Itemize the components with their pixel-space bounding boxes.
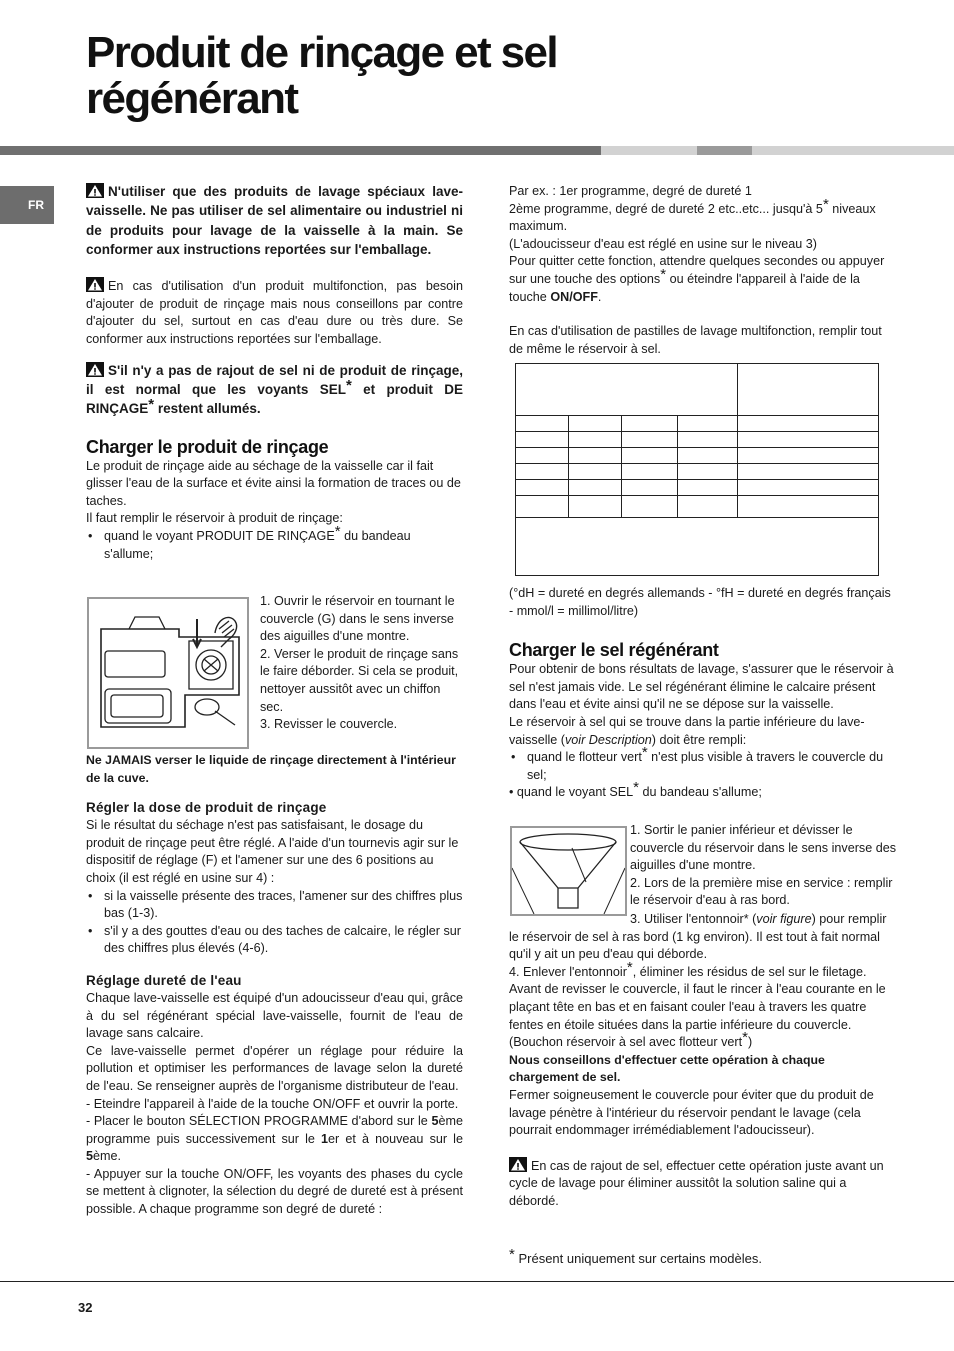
hardness-p4: - Placer le bouton SÉLECTION PROGRAMME d'abord sur le 5ème programme puis successivement sur le 1er et à nouveau sur le 5ème. bbox=[86, 1114, 463, 1164]
page-number: 32 bbox=[78, 1300, 93, 1315]
salt-bullet-2: • quand le voyant SEL* du bandeau s'allume; bbox=[509, 779, 762, 800]
table-cell bbox=[738, 464, 879, 480]
page-title-line2: régénérant bbox=[86, 74, 298, 123]
warning-triangle-icon bbox=[509, 1157, 527, 1172]
section-heading-dose: Régler la dose de produit de rinçage bbox=[86, 800, 327, 816]
rinse-step-3: 3. Revisser le couvercle. bbox=[260, 717, 398, 732]
table-cell bbox=[678, 464, 738, 480]
hardness-p3: - Eteindre l'appareil à l'aide de la touche ON/OFF et ouvrir la porte. bbox=[86, 1096, 459, 1111]
table-cell bbox=[569, 496, 622, 518]
example-line-2: 2ème programme, degré de dureté 2 etc..etc... jusqu'à 5* niveaux maximum. bbox=[509, 195, 876, 234]
example-line-4: Pour quitter cette fonction, attendre quelques secondes ou appuyer sur une touche des options* ou éteindre l'appareil à l'aide de la touche ON/OFF. bbox=[509, 254, 885, 304]
table-cell bbox=[569, 416, 622, 432]
left-column bbox=[86, 182, 463, 563]
table-cell bbox=[622, 448, 678, 464]
hardness-p1: Chaque lave-vaisselle est équipé d'un adoucisseur d'eau qui, grâce à du sel régénérant spécial lave-vaisselle, fournit de l'eau de lavage sans calcaire. bbox=[86, 990, 463, 1041]
rinse-bullet: • quand le voyant PRODUIT DE RINÇAGE* du bandeau s'allume; bbox=[86, 528, 463, 563]
table-cell bbox=[516, 496, 569, 518]
hardness-p5: - Appuyer sur la touche ON/OFF, les voyants des phases du cycle se mettent à clignoter, la sélection du degré de dureté est à présent possible. A chaque programme son degré de dureté : bbox=[86, 1166, 463, 1217]
table-cell bbox=[678, 496, 738, 518]
header-band-light bbox=[601, 146, 697, 155]
page-title-line1: Produit de rinçage et sel bbox=[86, 28, 558, 77]
page-title bbox=[86, 30, 557, 122]
rinse-when: Il faut remplir le réservoir à produit de rinçage: bbox=[86, 511, 343, 526]
table-cell bbox=[738, 496, 879, 518]
warning-triangle-icon bbox=[86, 362, 104, 377]
table-cell bbox=[738, 416, 879, 432]
table-cell bbox=[738, 432, 879, 448]
rinse-step-2: 2. Verser le produit de rinçage sans le faire déborder. Si cela se produit, nettoyer aussitôt avec un chiffon sec. bbox=[260, 646, 459, 714]
section-heading-rinse: Charger le produit de rinçage bbox=[86, 436, 329, 457]
header-band-dark bbox=[0, 146, 601, 155]
table-header-cell bbox=[738, 364, 879, 416]
water-hardness-table bbox=[515, 363, 879, 576]
salt-close-note: Fermer soigneusement le couvercle pour éviter que du produit de lavage pénètre à l'intérieur du réservoir pendant le lavage (cela pourrait endommager irrémédiablement l'adoucisseur). bbox=[509, 1087, 874, 1138]
table-cell bbox=[738, 448, 879, 464]
warning-1 bbox=[86, 182, 463, 259]
table-cell bbox=[569, 448, 622, 464]
header-band-mid bbox=[697, 146, 752, 155]
table-cell bbox=[622, 464, 678, 480]
salt-steps-main bbox=[509, 911, 895, 1211]
salt-step-4: 4. Enlever l'entonnoir*, éliminer les résidus de sel sur le filetage. Avant de revisser le couvercle, il faut le rincer à l'eau courante en le plaçant tête en bas et en faisant couler l'eau à travers les quatre fentes en étoile situées dans la partie inférieure du couvercle. (Bouchon réservoir à sel avec flotteur vert*) bbox=[509, 958, 886, 1050]
warning-triangle-icon bbox=[86, 277, 104, 292]
warning-2 bbox=[86, 277, 463, 348]
table-cell bbox=[738, 480, 879, 496]
table-header-cell bbox=[516, 364, 738, 416]
rinse-never-warning: Ne JAMAIS verser le liquide de rinçage directement à l'intérieur de la cuve. bbox=[86, 753, 456, 785]
rinse-step-1: 1. Ouvrir le réservoir en tournant le couvercle (G) dans le sens inverse des aiguilles d'une montre. bbox=[260, 594, 455, 644]
salt-p1: Pour obtenir de bons résultats de lavage, s'assurer que le réservoir à sel n'est jamais vide. Le sel régénérant élimine le calcaire présent dans l'eau et évite ainsi qu'il ne se dépose sur la vaisselle. bbox=[509, 662, 894, 712]
rinse-steps bbox=[260, 593, 464, 734]
warning-1-text: N'utiliser que des produits de lavage spéciaux lave-vaisselle. Ne pas utiliser de sel alimentaire ou industriel ni de produits pour lavage de la vaisselle à la main. Se conformer aux instructions reportées sur l'emballage. bbox=[86, 184, 463, 257]
table-cell bbox=[678, 432, 738, 448]
table-cell bbox=[622, 480, 678, 496]
rinse-aid-dispenser-illustration bbox=[87, 597, 249, 749]
warning-3: S'il n'y a pas de rajout de sel ni de produit de rinçage, il est normal que les voyants SEL* et produit DE RINÇAGE* restent allumés. bbox=[86, 362, 464, 416]
hardness-p2: Ce lave-vaisselle permet d'opérer un réglage pour réduire la pollution et optimiser les performances de lavage selon la dureté de l'eau. Se renseigner auprès de l'organisme distributeur de l'eau. bbox=[86, 1043, 463, 1093]
table-cell bbox=[678, 416, 738, 432]
section-heading-hardness: Réglage dureté de l'eau bbox=[86, 972, 242, 988]
table-cell bbox=[622, 416, 678, 432]
dose-bullet-2: • s'il y a des gouttes d'eau ou des taches de calcaire, le régler sur des chiffres plus élevés (4-6). bbox=[86, 923, 463, 958]
table-cell bbox=[516, 480, 569, 496]
table-cell bbox=[516, 464, 569, 480]
table-cell bbox=[569, 464, 622, 480]
footnote-text: Présent uniquement sur certains modèles. bbox=[518, 1251, 762, 1266]
table-footer-cell bbox=[516, 518, 879, 576]
language-tab: FR bbox=[0, 186, 54, 224]
dose-bullet-1: • si la vaisselle présente des traces, l'amener sur des chiffres plus bas (1-3). bbox=[86, 888, 463, 923]
right-column-bottom bbox=[509, 585, 895, 802]
table-cell bbox=[622, 496, 678, 518]
salt-bullet-1: • quand le flotteur vert* n'est plus visible à travers le couvercle du sel; bbox=[509, 749, 895, 784]
salt-steps-side bbox=[630, 822, 896, 910]
table-cell bbox=[569, 432, 622, 448]
warning-2-text: En cas d'utilisation d'un produit multifonction, pas besoin d'ajouter de produit de rinçage mais nous conseillons par contre d'ajouter du sel, surtout en cas d'eau dure ou très dure. Se conformer aux instructions reportées sur l'emballage. bbox=[86, 279, 463, 346]
multifunction-note: En cas d'utilisation de pastilles de lavage multifonction, remplir tout de même le réservoir à sel. bbox=[509, 324, 882, 356]
salt-funnel-illustration bbox=[510, 826, 627, 916]
table-cell bbox=[516, 432, 569, 448]
salt-step-2: 2. Lors de la première mise en service : remplir le réservoir d'eau à ras bord. bbox=[630, 875, 893, 908]
salt-step-1: 1. Sortir le panier inférieur et dévisser le couvercle du réservoir dans le sens inverse des aiguilles d'une montre. bbox=[630, 823, 896, 873]
table-cell bbox=[678, 448, 738, 464]
footnote-star: * bbox=[345, 376, 352, 394]
header-band-light-2 bbox=[752, 146, 954, 155]
salt-warning: En cas de rajout de sel, effectuer cette opération juste avant un cycle de lavage pour éliminer aussitôt la solution saline qui a débordé. bbox=[509, 1158, 884, 1208]
left-column-lower bbox=[86, 752, 463, 1219]
example-line-1: Par ex. : 1er programme, degré de dureté 1 bbox=[509, 184, 752, 198]
footnote bbox=[509, 1246, 895, 1268]
footer-rule bbox=[0, 1281, 954, 1282]
salt-p2: Le réservoir à sel qui se trouve dans la partie inférieure du lave-vaisselle (voir Description) doit être rempli: bbox=[509, 714, 865, 747]
dose-text: Si le résultat du séchage n'est pas satisfaisant, le dosage du produit de rinçage peut être réglé. A l'aide d'un tournevis agir sur le dispositif de réglage (F) et l'amener sur une des 6 positions au choix (il est réglé en usine sur 4) : bbox=[86, 818, 459, 885]
example-line-3: (L'adoucisseur d'eau est réglé en usine sur le niveau 3) bbox=[509, 236, 817, 251]
table-cell bbox=[678, 480, 738, 496]
units-note: (°dH = dureté en degrés allemands - °fH = dureté en degrés français - mmol/l = millimol/litre) bbox=[509, 586, 891, 618]
table-cell bbox=[622, 432, 678, 448]
salt-advice: Nous conseillons d'effectuer cette opération à chaque chargement de sel. bbox=[509, 1052, 825, 1085]
footnote-star: * bbox=[148, 395, 155, 413]
rinse-intro: Le produit de rinçage aide au séchage de la vaisselle car il fait glisser l'eau de la surface et évite ainsi la formation de traces ou de taches. bbox=[86, 458, 461, 508]
salt-step-3: 3. Utiliser l'entonnoir* (voir figure) pour remplir le réservoir de sel à ras bord (1 kg environ). Il est tout à fait normal qu'il y ait un peu d'eau qui déborde. bbox=[509, 912, 887, 962]
table-cell bbox=[516, 448, 569, 464]
warning-triangle-icon bbox=[86, 183, 104, 198]
table-cell bbox=[569, 480, 622, 496]
footnote-star: * bbox=[509, 1246, 515, 1263]
table-cell bbox=[516, 416, 569, 432]
section-heading-salt: Charger le sel régénérant bbox=[509, 640, 719, 661]
right-column-top bbox=[509, 183, 895, 358]
